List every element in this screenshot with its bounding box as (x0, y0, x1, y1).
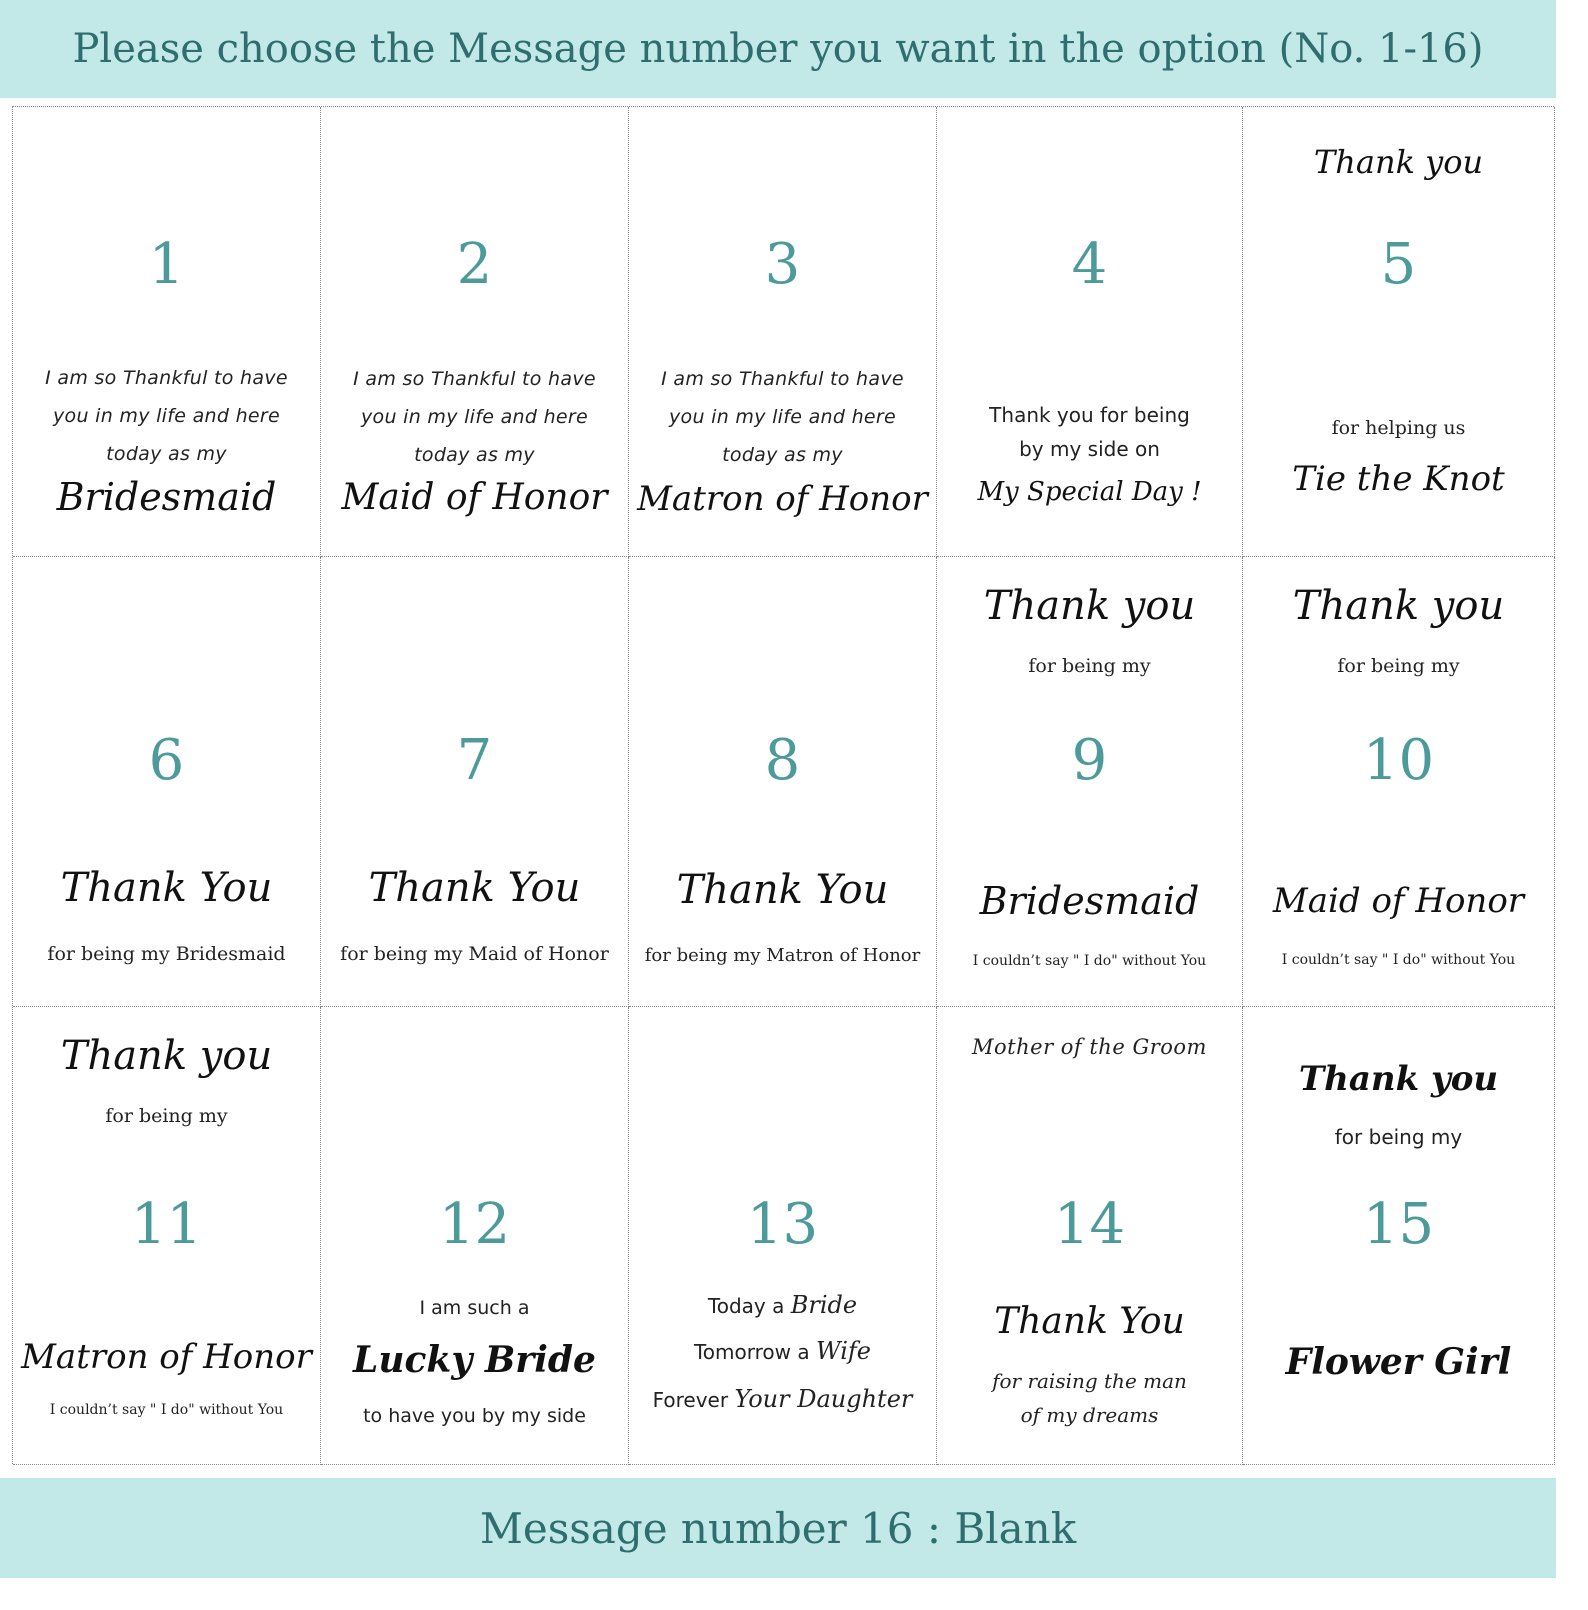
card-line: by my side on (1019, 437, 1160, 461)
message-card-14[interactable] (937, 1007, 1243, 1465)
card-number: 9 (1071, 728, 1108, 793)
card-role: Maid of Honor (1272, 881, 1525, 921)
card-script: Thank You (60, 865, 273, 911)
message-card-10[interactable] (1243, 557, 1555, 1007)
message-card-11[interactable] (13, 1007, 321, 1465)
card-line: I couldn’t say " I do" without You (49, 1402, 284, 1418)
message-card-5[interactable] (1243, 107, 1555, 557)
card-line (629, 1291, 936, 1319)
card-top-line: for being my (1334, 1125, 1463, 1149)
card-number: 6 (148, 728, 185, 793)
card-line-text: Today a (707, 1294, 785, 1318)
card-line: I am so Thankful to have (353, 368, 596, 390)
message-card-1[interactable] (13, 107, 321, 557)
card-top-line: for being my (105, 1105, 228, 1127)
card-top-line: for being my (1028, 655, 1151, 677)
card-number: 4 (1071, 232, 1108, 297)
card-line: today as my (722, 444, 843, 466)
card-line: for raising the man (992, 1369, 1187, 1393)
card-number: 8 (764, 728, 801, 793)
card-line: to have you by my side (363, 1405, 586, 1427)
message-card-12[interactable] (321, 1007, 629, 1465)
message-card-6[interactable] (13, 557, 321, 1007)
message-card-3[interactable] (629, 107, 937, 557)
card-role: Tie the Knot (1292, 459, 1505, 499)
card-number: 3 (764, 232, 801, 297)
footer-banner (0, 1478, 1556, 1578)
card-role: My Special Day ! (977, 477, 1202, 507)
message-card-4[interactable] (937, 107, 1243, 557)
card-line-text: Tomorrow a (693, 1340, 810, 1364)
card-line: for helping us (1331, 417, 1466, 439)
card-line: I am so Thankful to have (661, 368, 904, 390)
card-number: 5 (1380, 232, 1417, 297)
card-role: Lucky Bride (353, 1339, 596, 1381)
card-line (629, 1385, 936, 1413)
card-line: I am such a (419, 1297, 530, 1319)
card-role: Flower Girl (1285, 1341, 1512, 1383)
card-number: 15 (1362, 1192, 1435, 1257)
card-line: today as my (106, 443, 227, 465)
message-card-9[interactable] (937, 557, 1243, 1007)
card-line: for being my Maid of Honor (340, 943, 609, 965)
footer-text: Message number 16 : Blank (479, 1503, 1077, 1553)
message-card-13[interactable] (629, 1007, 937, 1465)
card-line: Thank you for being (989, 403, 1190, 427)
card-line: today as my (414, 444, 535, 466)
card-role: Maid of Honor (341, 477, 608, 518)
card-line: you in my life and here (669, 406, 896, 428)
card-number: 13 (746, 1192, 819, 1257)
header-banner (0, 0, 1556, 98)
message-grid (12, 106, 1554, 1464)
card-line: for being my Bridesmaid (47, 943, 286, 965)
card-role: Matron of Honor (21, 1337, 312, 1377)
card-line-script: Wife (815, 1337, 871, 1365)
card-role: Matron of Honor (637, 479, 928, 519)
header-title: Please choose the Message number you want in the option (No. 1-16) (72, 26, 1484, 72)
card-top: Mother of the Groom (972, 1035, 1207, 1059)
card-line-script: Bride (790, 1291, 858, 1319)
card-number: 1 (148, 232, 185, 297)
card-line: you in my life and here (361, 406, 588, 428)
card-line: of my dreams (1020, 1403, 1159, 1427)
card-line: I am so Thankful to have (45, 367, 288, 389)
card-top: Thank you (983, 583, 1196, 629)
card-number: 12 (438, 1192, 511, 1257)
card-top: Thank you (1298, 1059, 1499, 1099)
card-line (629, 1337, 936, 1365)
card-top: Thank you (1313, 143, 1484, 181)
card-top: Thank you (60, 1033, 273, 1079)
message-card-7[interactable] (321, 557, 629, 1007)
card-script: Thank You (994, 1301, 1185, 1342)
card-script: Thank You (368, 865, 581, 911)
card-line: I couldn’t say " I do" without You (972, 953, 1207, 969)
card-line: for being my Matron of Honor (644, 945, 921, 966)
card-number: 2 (456, 232, 493, 297)
message-card-15[interactable] (1243, 1007, 1555, 1465)
message-card-8[interactable] (629, 557, 937, 1007)
card-top: Thank you (1292, 583, 1505, 629)
card-role: Bridesmaid (979, 879, 1200, 923)
card-line-text: Forever (652, 1388, 729, 1412)
card-line: you in my life and here (53, 405, 280, 427)
card-role: Bridesmaid (56, 475, 277, 519)
card-top-line: for being my (1337, 655, 1460, 677)
card-script: Thank You (676, 867, 889, 913)
card-number: 7 (456, 728, 493, 793)
card-number: 14 (1053, 1192, 1126, 1257)
card-line-script: Your Daughter (734, 1385, 913, 1413)
message-card-2[interactable] (321, 107, 629, 557)
card-line: I couldn’t say " I do" without You (1281, 952, 1516, 968)
card-number: 11 (130, 1192, 203, 1257)
card-number: 10 (1362, 728, 1435, 793)
